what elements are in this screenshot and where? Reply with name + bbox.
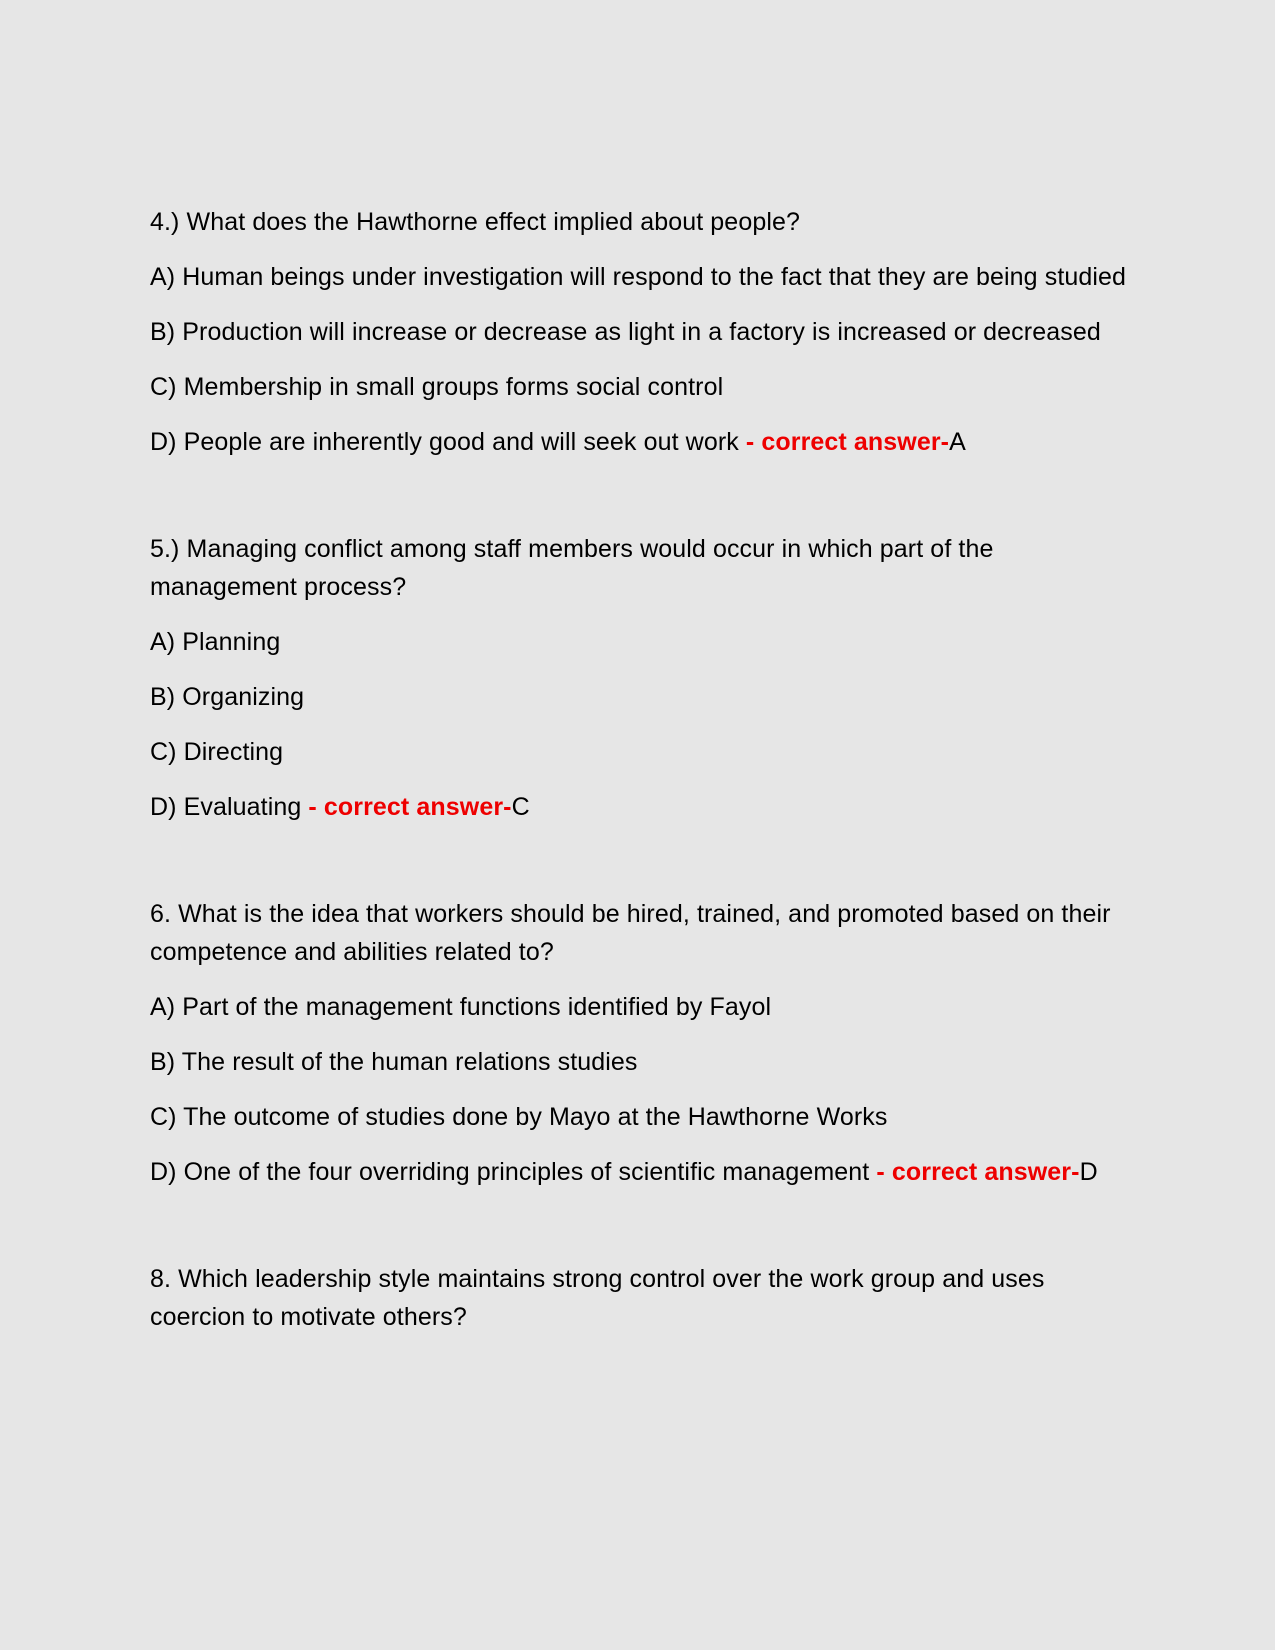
- option-b: B) Organizing: [150, 683, 305, 711]
- document-page: [150, 203, 1130, 1353]
- question-block-4: [150, 203, 1130, 461]
- correct-answer-marker: - correct answer-: [745, 428, 950, 456]
- option-d-with-answer: [150, 423, 1130, 461]
- option-a: A) Planning: [150, 628, 281, 656]
- question-text: 5.) Managing conflict among staff members would occur in which part of the management process?: [150, 535, 994, 601]
- option-d-with-answer: [150, 788, 1130, 826]
- question-text: 4.) What does the Hawthorne effect implied about people?: [150, 208, 800, 236]
- option-a: A) Human beings under investigation will respond to the fact that they are being studied: [150, 263, 1127, 291]
- correct-answer-value: C: [511, 793, 530, 821]
- option-b: B) The result of the human relations studies: [150, 1048, 638, 1076]
- correct-answer-marker: - correct answer-: [876, 1158, 1080, 1186]
- question-text: 6. What is the idea that workers should be hired, trained, and promoted based on their competence and abilities related to?: [150, 900, 1111, 966]
- correct-answer-value: D: [1079, 1158, 1098, 1186]
- question-block-5: [150, 530, 1130, 826]
- correct-answer-marker: - correct answer-: [308, 793, 512, 821]
- option-a: A) Part of the management functions identified by Fayol: [150, 993, 772, 1021]
- option-d: D) One of the four overriding principles of scientific management: [150, 1158, 870, 1186]
- correct-answer-value: A: [949, 428, 966, 456]
- question-block-6: [150, 895, 1130, 1191]
- option-b: B) Production will increase or decrease as light in a factory is increased or decreased: [150, 318, 1101, 346]
- option-d: D) People are inherently good and will seek out work: [150, 428, 739, 456]
- question-block-8: [150, 1260, 1130, 1336]
- question-text: 8. Which leadership style maintains strong control over the work group and uses coercion to motivate others?: [150, 1265, 1045, 1331]
- option-c: C) The outcome of studies done by Mayo at the Hawthorne Works: [150, 1103, 888, 1131]
- option-d-with-answer: [150, 1153, 1130, 1191]
- option-c: C) Directing: [150, 738, 284, 766]
- option-d: D) Evaluating: [150, 793, 302, 821]
- option-c: C) Membership in small groups forms social control: [150, 373, 724, 401]
